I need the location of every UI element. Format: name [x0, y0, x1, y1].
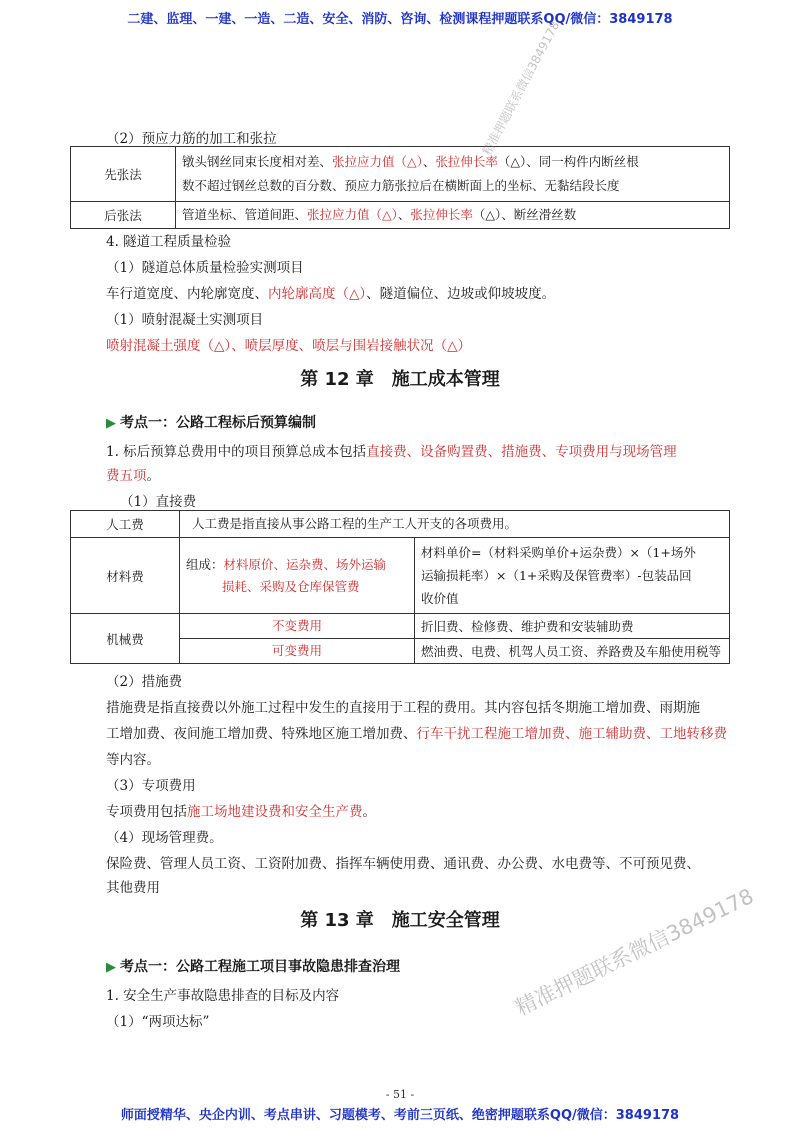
ch12-p2-line2	[106, 722, 727, 742]
table-row	[71, 511, 730, 538]
ch12-p3	[106, 800, 376, 820]
highlight-text: 张拉伸长率	[435, 154, 498, 169]
direct-cost-table	[70, 510, 730, 664]
ch12-p2-line3: 等内容。	[106, 752, 160, 768]
text-segment: 、隧道偏位、边坡或仰坡坡度。	[366, 286, 556, 302]
exam-point-12-1	[106, 412, 316, 432]
row-label-pretension: 先张法	[71, 147, 176, 202]
highlight-text: 直接费、设备购置费、措施费、专项费用与现场管理	[366, 444, 677, 460]
exam-point-13-1	[106, 956, 400, 976]
triangle-bullet-icon: ▶	[106, 416, 116, 431]
material-label: 材料费	[71, 538, 180, 614]
table-row	[71, 147, 730, 202]
highlight-text: 内轮廓高度（△）	[268, 286, 367, 302]
triangle-bullet-icon: ▶	[106, 960, 116, 975]
ch12-sub4: （4）现场管理费。	[106, 830, 223, 846]
ch12-sub1: （1）直接费	[120, 494, 197, 510]
s1-heading: （2）预应力筋的加工和张拉	[106, 131, 277, 147]
exam-point-label: 考点一：公路工程施工项目事故隐患排查治理	[120, 959, 400, 975]
top-banner: 二建、监理、一建、一造、二造、安全、消防、咨询、检测课程押题联系QQ/微信：3849178	[127, 12, 673, 27]
table-row	[71, 202, 730, 229]
text-segment: 工增加费、夜间施工增加费、特殊地区施工增加费、	[106, 726, 417, 742]
text-segment: 1. 标后预算总费用中的项目预算总成本包括	[106, 444, 367, 460]
highlight-text: 损耗、采购及仓库保管费	[222, 578, 360, 594]
text-segment: 运输损耗率）×（1+采购及保管费率）-包装品回	[421, 568, 692, 583]
text-segment: 、	[422, 154, 436, 169]
text-segment: （△）、同一构件内断丝根	[497, 154, 639, 169]
text-segment: 材料单价=（材料采购单价+运杂费）×（1+场外	[421, 545, 696, 560]
chapter-13-title: 第 13 章 施工安全管理	[300, 910, 500, 931]
chapter-12-title: 第 12 章 施工成本管理	[300, 369, 500, 390]
watermark-lower: 精准押题联系微信3849178	[511, 883, 758, 1021]
machine-fixed-label: 不变费用	[180, 614, 415, 639]
row-label-posttension: 后张法	[71, 202, 176, 229]
table-row	[71, 614, 730, 639]
labor-label: 人工费	[71, 511, 180, 538]
highlight-text: 行车干扰工程施工增加费、施工辅助费、工地转移费	[416, 726, 727, 742]
text-segment: 专项费用包括	[106, 804, 187, 820]
row-content-posttension	[176, 202, 730, 229]
s2-sub2: （1）喷射混凝土实测项目	[106, 312, 264, 328]
ch12-p1-line1	[106, 440, 677, 460]
text-segment: 组成：	[186, 556, 224, 572]
ch12-sub2: （2）措施费	[106, 674, 183, 690]
material-price	[415, 538, 730, 614]
prestress-table	[70, 146, 730, 229]
ch12-p2-line1: 措施费是指直接费以外施工过程中发生的直接用于工程的费用。其内容包括冬期施工增加费、雨期施	[106, 700, 700, 716]
ch12-sub3: （3）专项费用	[106, 778, 196, 794]
s2-line2: 喷射混凝土强度（△）、喷层厚度、喷层与围岩接触状况（△）	[106, 338, 472, 354]
row-content-pretension	[176, 147, 730, 202]
watermark-upper: 精准押题联系微信3849178	[479, 18, 563, 158]
highlight-text: 张拉应力值（△）	[307, 207, 398, 222]
text-segment: 管道坐标、管道间距、	[182, 207, 308, 222]
text-segment: 。	[146, 468, 160, 484]
machine-fixed-text: 折旧费、检修费、维护费和安装辅助费	[415, 614, 730, 639]
text-segment: 、	[397, 207, 411, 222]
s2-sub1: （1）隧道总体质量检验实测项目	[106, 260, 304, 276]
highlight-text: 施工场地建设费和安全生产费	[187, 804, 363, 820]
ch12-p1-line2	[106, 464, 160, 484]
text-segment: 。	[362, 804, 376, 820]
highlight-text: 张拉伸长率	[410, 207, 473, 222]
table-row	[71, 538, 730, 614]
highlight-text: 张拉应力值（△）	[332, 154, 423, 169]
text-segment: （△）、断丝滑丝数	[472, 207, 577, 222]
text-segment: 车行道宽度、内轮廓宽度、	[106, 286, 268, 302]
highlight-text: 材料原价、运杂费、场外运输	[223, 556, 387, 572]
material-components	[180, 538, 415, 614]
ch12-p4-line2: 其他费用	[106, 880, 160, 896]
ch13-p1: 1. 安全生产事故隐患排查的目标及内容	[106, 988, 340, 1004]
text-segment: 数不超过钢丝总数的百分数、预应力筋张拉后在横断面上的坐标、无黏结段长度	[182, 178, 620, 193]
machine-variable-label: 可变费用	[180, 639, 415, 664]
highlight-text: 费五项	[106, 468, 147, 484]
machine-label: 机械费	[71, 614, 180, 664]
ch13-sub1: （1）“两项达标”	[106, 1014, 210, 1030]
ch12-p4-line1: 保险费、管理人员工资、工资附加费、指挥车辆使用费、通讯费、办公费、水电费等、不可预见费、	[106, 856, 700, 872]
text-segment: 收价值	[421, 591, 459, 606]
exam-point-label: 考点一：公路工程标后预算编制	[120, 415, 316, 431]
bottom-banner: 师面授精华、央企内训、考点串讲、习题模考、考前三页纸、绝密押题联系QQ/微信：3849178	[120, 1108, 680, 1123]
machine-variable-text: 燃油费、电费、机驾人员工资、养路费及车船使用税等	[415, 639, 730, 664]
text-segment: 镦头钢丝同束长度相对差、	[182, 154, 333, 169]
s2-line1	[106, 282, 555, 302]
s2-heading: 4. 隧道工程质量检验	[106, 234, 232, 250]
page-number: - 51 -	[385, 1088, 415, 1101]
labor-text: 人工费是指直接从事公路工程的生产工人开支的各项费用。	[180, 511, 730, 538]
